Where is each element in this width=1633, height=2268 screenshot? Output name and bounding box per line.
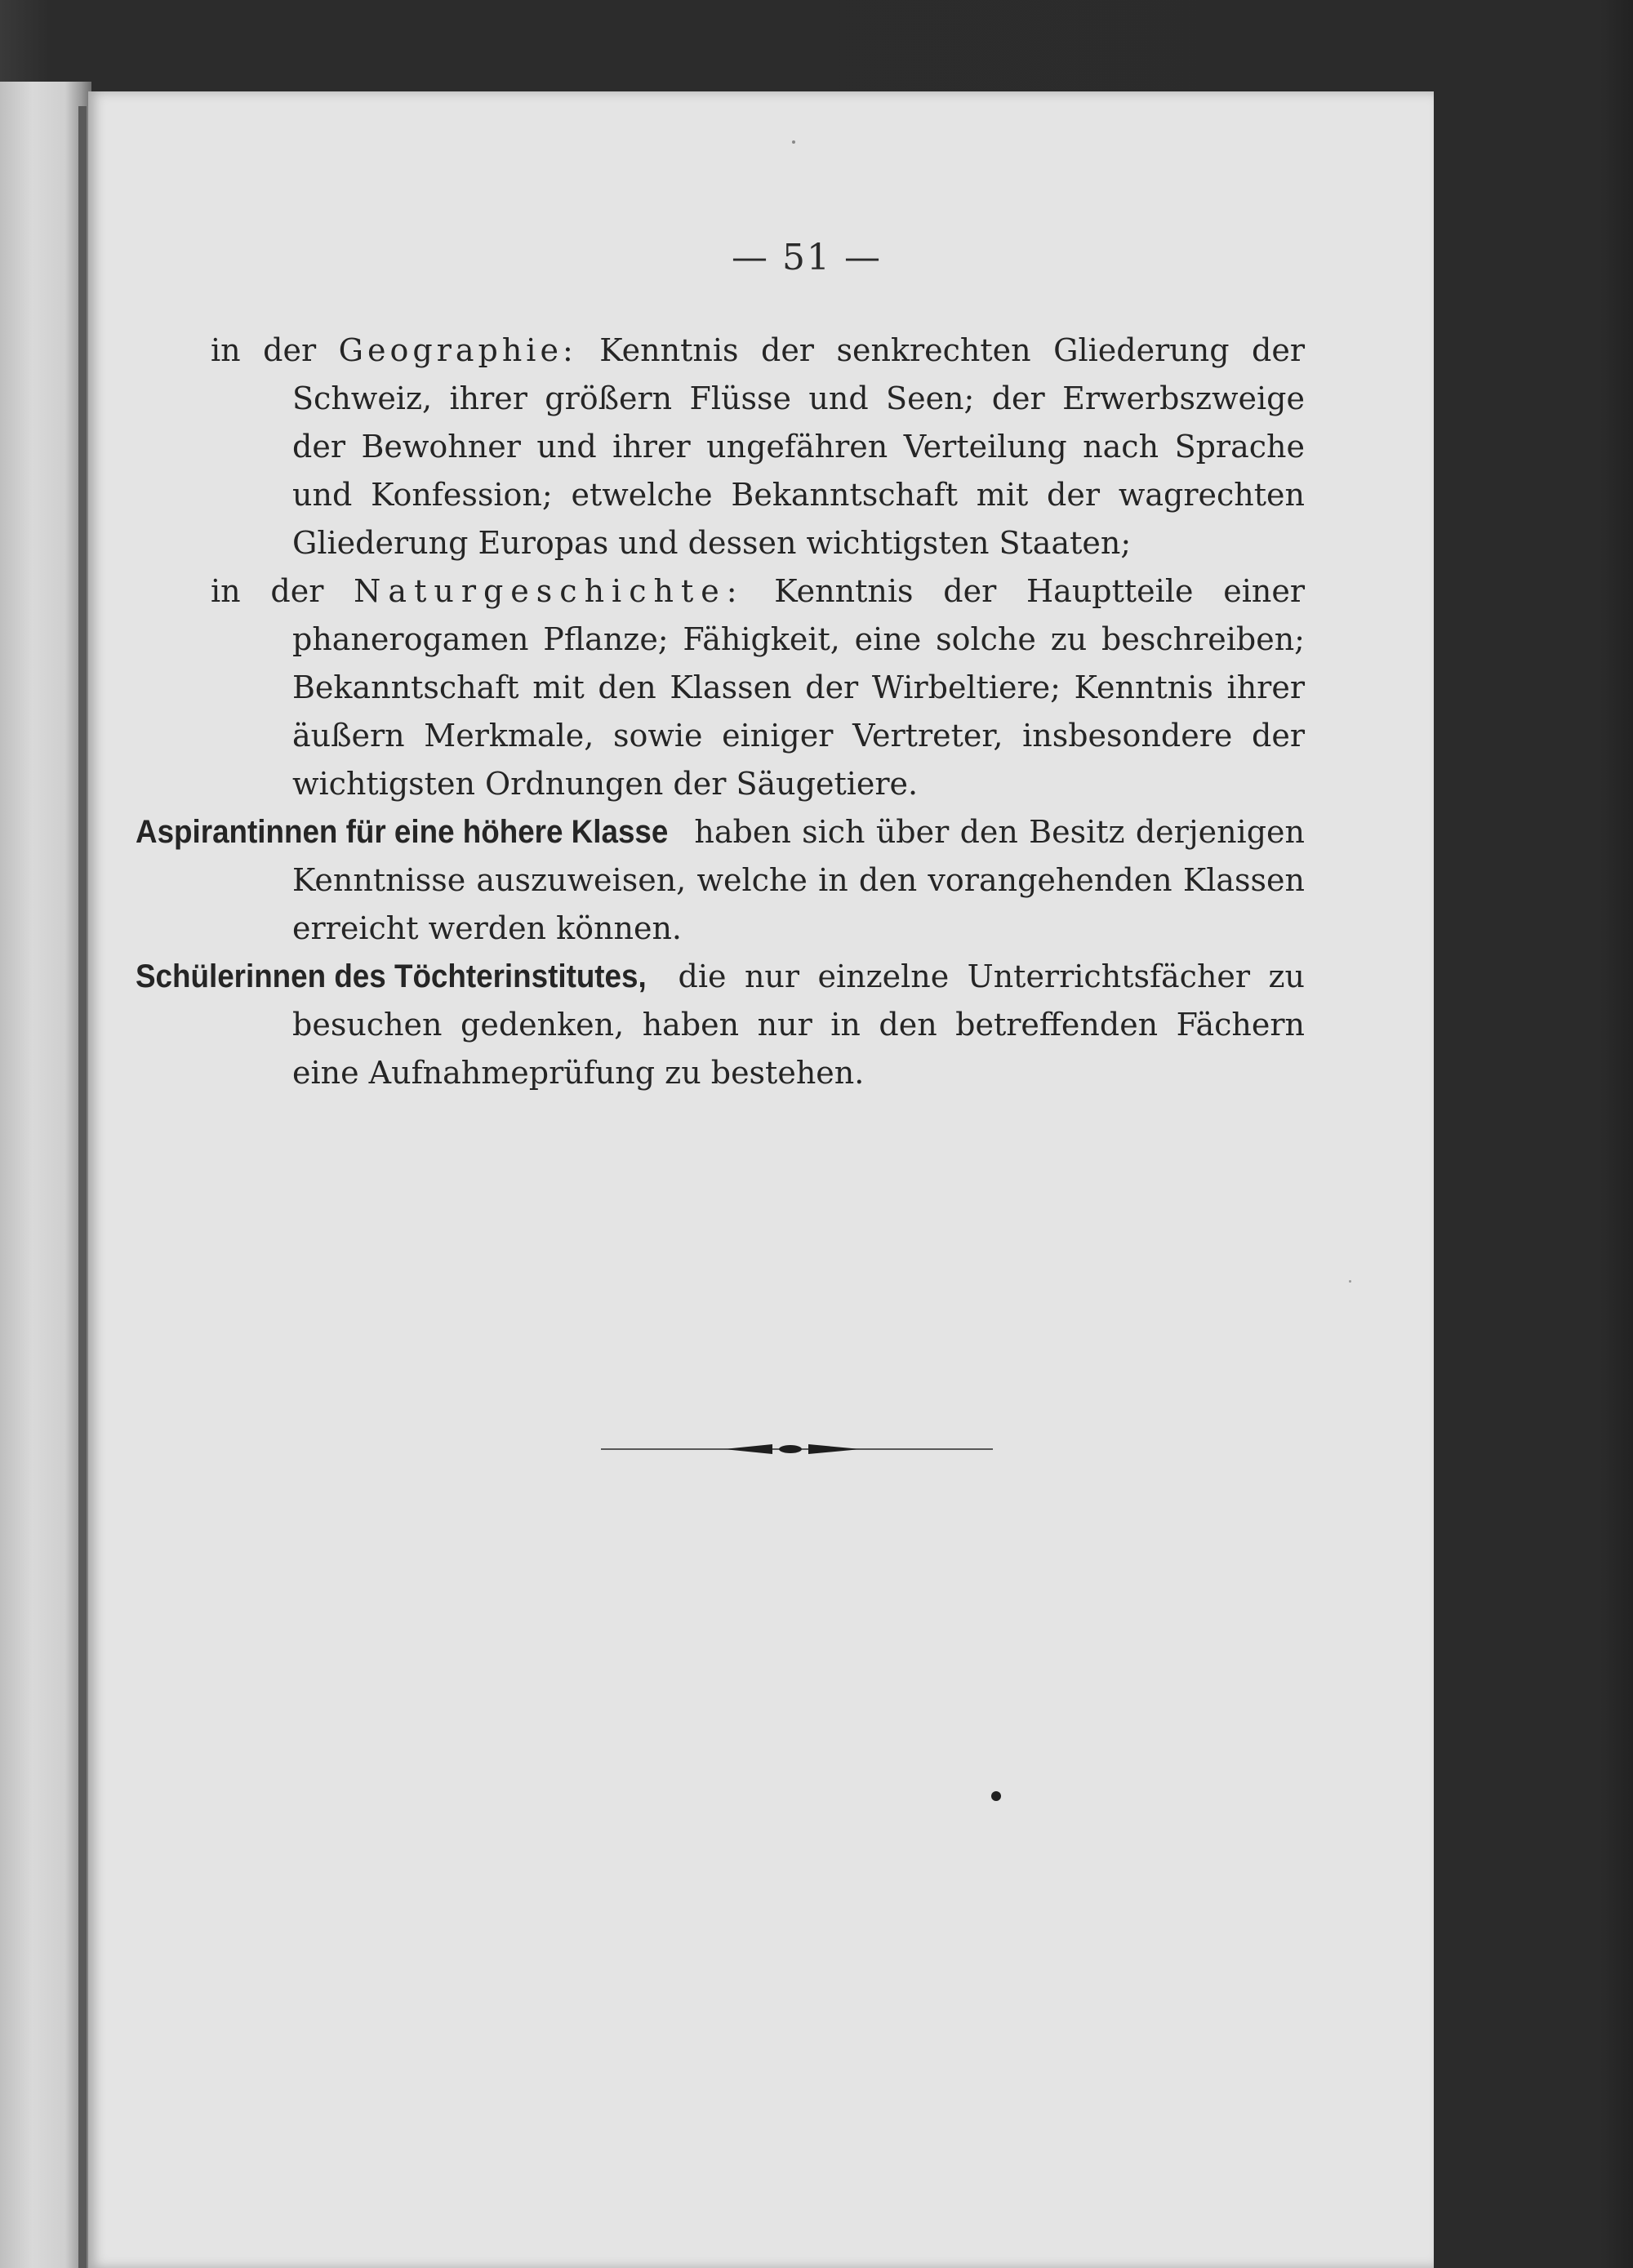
paragraph-geographie-prefix: in der	[211, 332, 339, 368]
paragraph-schuelerinnen-text: die nur einzelne Unterrichtsfächer zu besuchen gedenken, haben nur in den betreffenden Fächern eine Aufnahmeprüfung zu bestehen.	[292, 958, 1305, 1091]
heading-aspirantinnen: Aspirantinnen für eine höhere Klasse	[136, 814, 669, 850]
paragraph-geographie-text: Kenntnis der senkrechten Gliederung der Schweiz, ihrer größern Flüsse und Seen; der Erwerbszweige der Bewohner und ihrer ungefähren Verteilung nach Sprache und Konfession; etwelche Bekanntschaft mit der wagrechten Gliederung Europas und dessen wichtigsten Staaten;	[292, 332, 1306, 561]
paragraph-naturgeschichte-prefix: in der	[211, 573, 354, 609]
body-text	[136, 327, 1306, 1097]
page-number: — 51 —	[732, 237, 882, 278]
paragraph-schuelerinnen	[136, 953, 1305, 1097]
term-naturgeschichte: Naturgeschichte:	[354, 573, 745, 609]
ink-speck	[1349, 1280, 1351, 1283]
ink-speck	[991, 1791, 1001, 1801]
binding-edge	[78, 106, 87, 2268]
ink-speck	[792, 140, 795, 144]
paragraph-naturgeschichte-text: Kenntnis der Hauptteile einer phanerogamen Pflanze; Fähigkeit, eine solche zu beschreiben; Bekanntschaft mit den Klassen der Wirbeltiere; Kenntnis ihrer äußern Merkmale, sowie einiger Vertreter, insbesondere der wichtigsten Ordnungen der Säugetiere.	[292, 573, 1306, 802]
document-page	[88, 91, 1434, 2268]
paragraph-aspirantinnen	[136, 808, 1305, 953]
heading-schuelerinnen: Schülerinnen des Töchterinstitutes,	[136, 958, 647, 994]
ornament-divider	[601, 1437, 993, 1461]
term-geographie: Geographie:	[338, 332, 577, 368]
paragraph-naturgeschichte	[211, 567, 1305, 808]
paragraph-aspirantinnen-text: haben sich über den Besitz derjenigen Kenntnisse auszuweisen, welche in den vorangehenden Klassen erreicht werden können.	[292, 814, 1305, 946]
paragraph-geographie	[211, 327, 1305, 567]
